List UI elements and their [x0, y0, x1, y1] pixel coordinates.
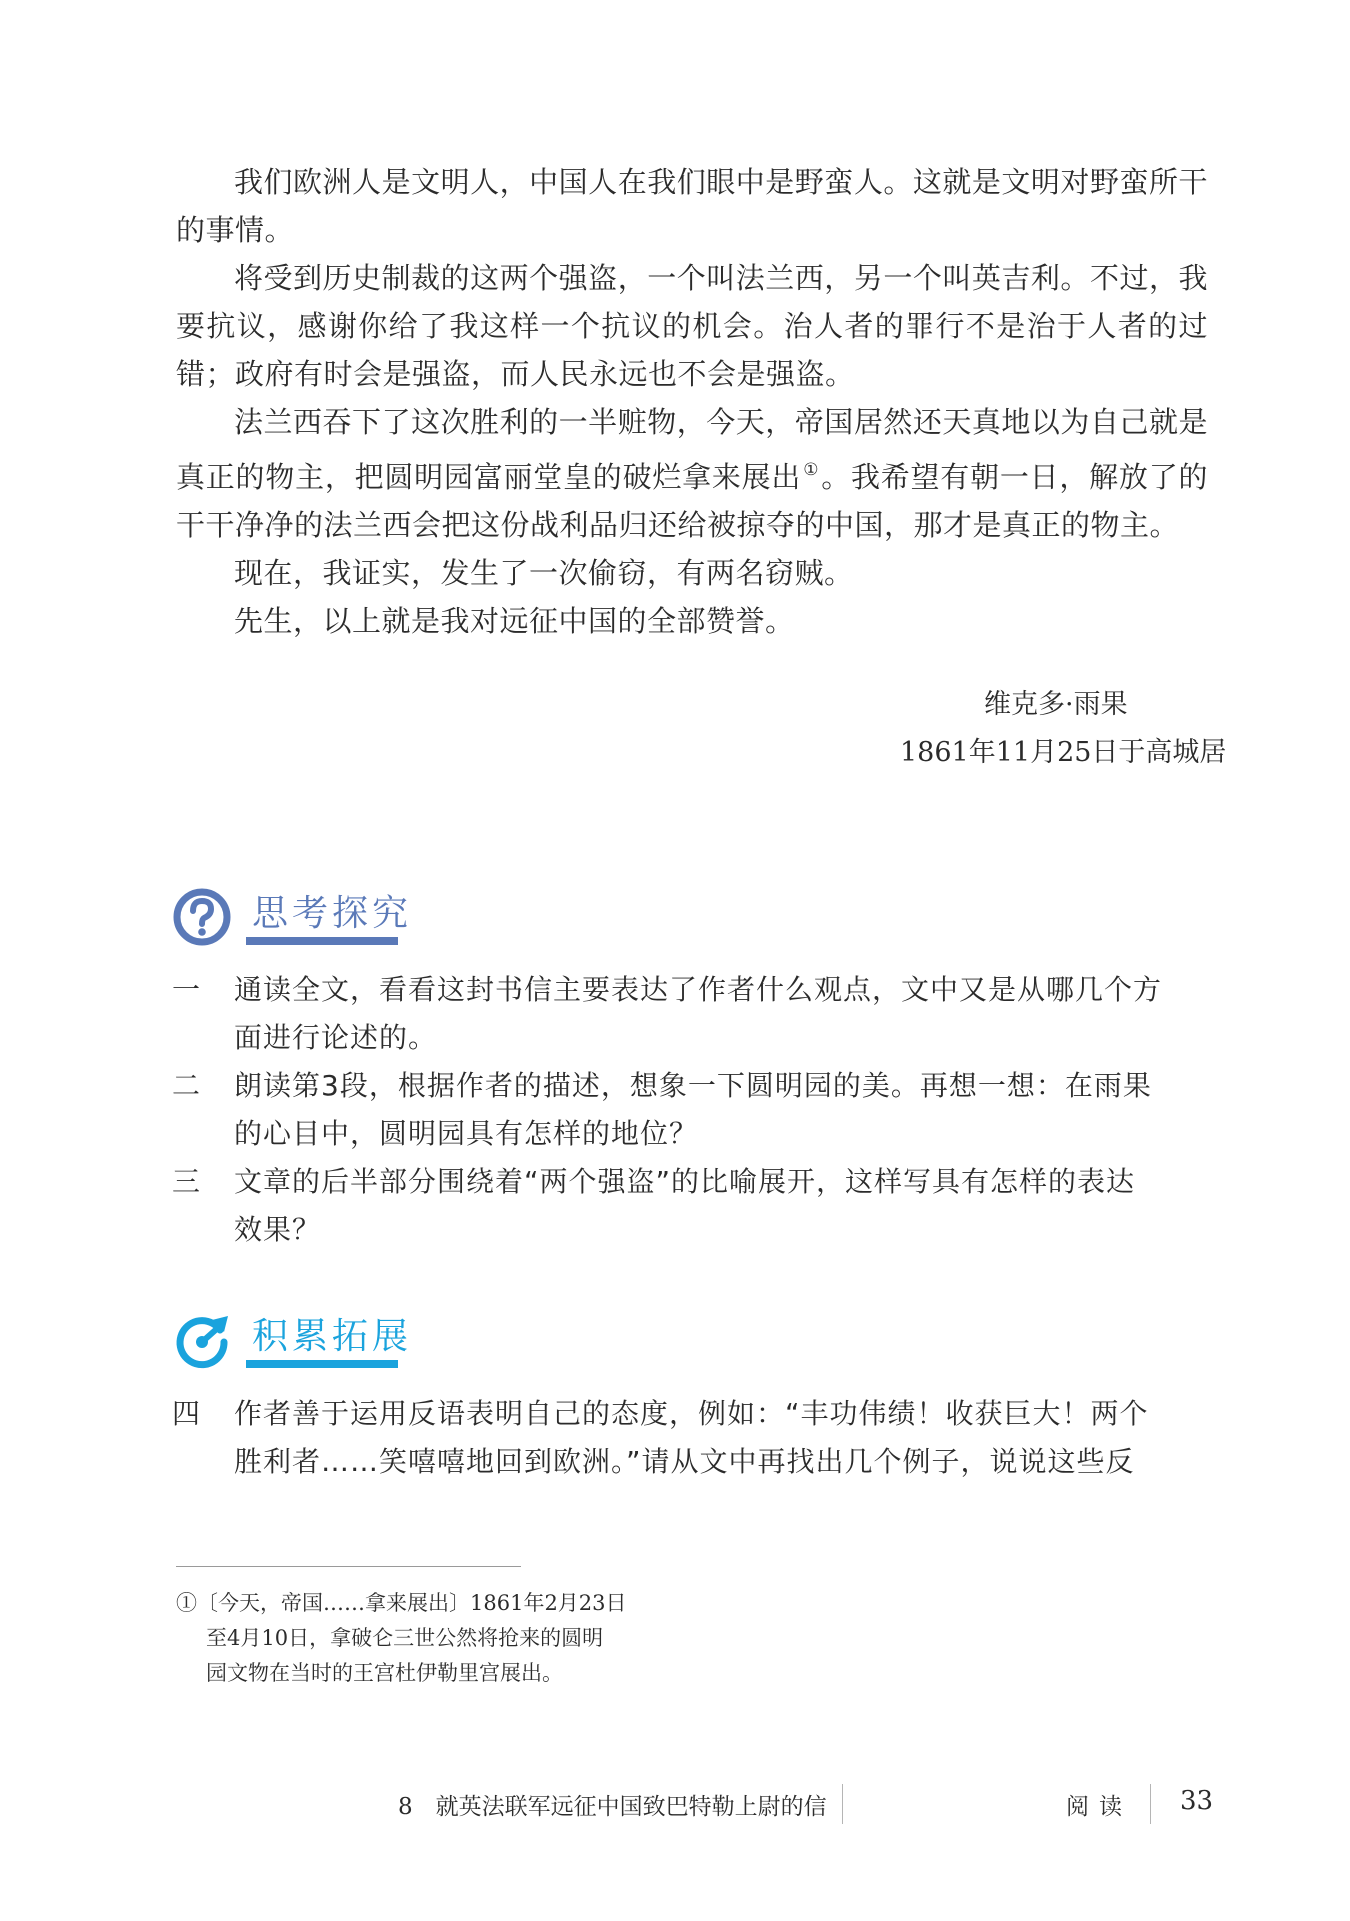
question-line: 的心目中，圆明园具有怎样的地位？ — [234, 1117, 699, 1150]
question-item — [172, 1062, 1212, 1158]
question-line: 通读全文，看看这封书信主要表达了作者什么观点，文中又是从哪几个方 — [234, 973, 1163, 1006]
signature: 维克多·雨果 — [984, 689, 1128, 720]
paragraph-1: 我们欧洲人是文明人，中国人在我们眼中是野蛮人。这就是文明对野蛮所干的事情。 — [176, 165, 1208, 247]
question-line: 效果？ — [234, 1213, 322, 1246]
question-line: 朗读第3段，根据作者的描述，想象一下圆明园的美。再想一想：在雨果 — [234, 1069, 1152, 1102]
section-label: 阅读 — [1066, 1794, 1132, 1820]
letter-body — [176, 158, 1208, 645]
question-item — [172, 1390, 1212, 1486]
paragraph-3 — [176, 398, 1208, 549]
refresh-arrow-icon — [172, 1310, 232, 1370]
footer-divider — [1150, 1784, 1151, 1824]
page-footer — [0, 1782, 1350, 1832]
section-title: 思考探究 — [252, 893, 413, 934]
footnote-line: 园文物在当时的王宫杜伊勒里宫展出。 — [206, 1661, 563, 1685]
question-number: 四 — [172, 1397, 202, 1430]
section-underline — [246, 1360, 398, 1368]
paragraph-5: 先生，以上就是我对远征中国的全部赞誉。 — [234, 604, 795, 638]
question-number: 二 — [172, 1069, 202, 1102]
question-mark-icon — [172, 887, 232, 947]
question-item — [172, 966, 1212, 1062]
question-line: 文章的后半部分围绕着“两个强盗”的比喻展开，这样写具有怎样的表达 — [234, 1165, 1136, 1198]
question-item — [172, 1158, 1212, 1254]
question-list-thinking — [172, 966, 1212, 1254]
footnote-marker[interactable]: ① — [803, 460, 820, 480]
footnote — [176, 1586, 696, 1691]
footnote-line: ①〔今天，帝国……拿来展出〕1861年2月23日 — [176, 1591, 627, 1615]
footnote-line: 至4月10日，拿破仑三世公然将抢来的圆明 — [206, 1626, 604, 1650]
question-line: 作者善于运用反语表明自己的态度，例如：“丰功伟绩！收获巨大！两个 — [234, 1397, 1149, 1430]
question-list-extension — [172, 1390, 1212, 1486]
question-line: 胜利者……笑嘻嘻地回到欧洲。”请从文中再找出几个例子，说说这些反 — [234, 1445, 1135, 1478]
question-line: 面进行论述的。 — [234, 1021, 438, 1054]
chapter-title: 8 就英法联军远征中国致巴特勒上尉的信 — [398, 1794, 827, 1820]
page-number: 33 — [1180, 1786, 1214, 1816]
paragraph-2: 将受到历史制裁的这两个强盗，一个叫法兰西，另一个叫英吉利。不过，我要抗议，感谢你给了我这样一个抗议的机会。治人者的罪行不是治于人者的过错；政府有时会是强盗，而人民永远也不会是强盗。 — [176, 261, 1208, 391]
paragraph-3-part-b: 。我希望有朝一日，解放了的干干净净的法兰西会把这份战利品归还给被掠夺的中国，那才是真正的物主。 — [176, 460, 1208, 542]
question-number: 三 — [172, 1165, 202, 1198]
date-place: 1861年11月25日于高城居 — [900, 737, 1227, 768]
footer-divider — [842, 1784, 843, 1824]
paragraph-4: 现在，我证实，发生了一次偷窃，有两名窃贼。 — [234, 556, 854, 590]
question-number: 一 — [172, 973, 202, 1006]
section-underline — [246, 937, 398, 945]
section-title: 积累拓展 — [252, 1316, 413, 1357]
footnote-divider — [176, 1566, 521, 1567]
paragraph-3-part-a: 法兰西吞下了这次胜利的一半赃物，今天，帝国居然还天真地以为自己就是真正的物主，把圆明园富丽堂皇的破烂拿来展出 — [176, 405, 1208, 494]
